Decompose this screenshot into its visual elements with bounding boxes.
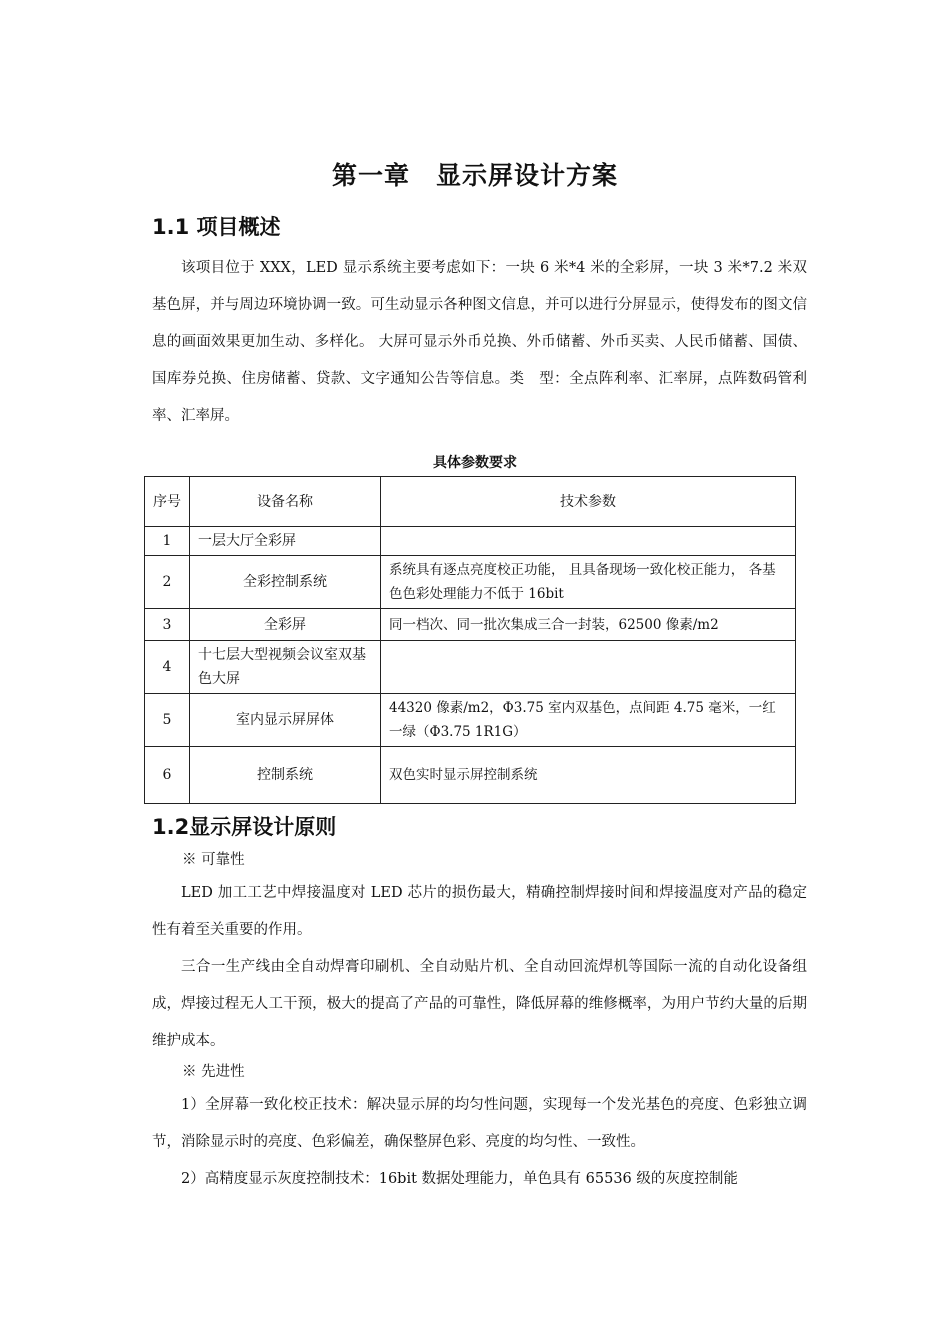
- table-row: [145, 609, 796, 641]
- reliability-paragraph-1: LED 加工工艺中焊接温度对 LED 芯片的损伤最大，精确控制焊接时间和焊接温度对产品的稳定性有着至关重要的作用。: [152, 885, 807, 938]
- table-row: [145, 556, 796, 609]
- section-heading-1-1: 1.1 项目概述: [152, 215, 281, 239]
- row-index: 1: [145, 527, 190, 556]
- bullet-advancement: ※ 先进性: [182, 1064, 245, 1080]
- bullet-reliability: ※ 可靠性: [182, 852, 245, 868]
- header-tech-spec: 技术参数: [381, 477, 796, 527]
- row-device-name: 控制系统: [190, 747, 381, 804]
- reliability-paragraph-2: 三合一生产线由全自动焊膏印刷机、全自动贴片机、全自动回流焊机等国际一流的自动化设备组成，焊接过程无人工干预，极大的提高了产品的可靠性，降低屏幕的维修概率，为用户节约大量的后期维护成本。: [152, 959, 807, 1049]
- table-row: [145, 641, 796, 694]
- row-index: 6: [145, 747, 190, 804]
- row-tech-spec: 44320 像素/m2，Φ3.75 室内双基色，点间距 4.75 毫米，一红一绿（Φ3.75 1R1G）: [381, 694, 796, 747]
- table-row: [145, 527, 796, 556]
- row-tech-spec: 系统具有逐点亮度校正功能， 且具备现场一致化校正能力， 各基色色彩处理能力不低于 16bit: [381, 556, 796, 609]
- row-device-name: 全彩控制系统: [190, 556, 381, 609]
- row-index: 4: [145, 641, 190, 694]
- header-device-name: 设备名称: [190, 477, 381, 527]
- row-tech-spec: [381, 527, 796, 556]
- row-device-name: 室内显示屏屏体: [190, 694, 381, 747]
- project-overview-paragraph: 该项目位于 XXX，LED 显示系统主要考虑如下：一块 6 米*4 米的全彩屏，一块 3 米*7.2 米双基色屏，并与周边环境协调一致。可生动显示各种图文信息，并可以进行分屏显示，使得发布的图文信息的画面效果更加生动、多样化。 大屏可显示外币兑换、外币储蓄、外币买卖、人民币储蓄、国债、国库券兑换、住房储蓄、贷款、文字通知公告等信息。类 型：全点阵利率、汇率屏，点阵数码管利率、汇率屏。: [152, 260, 807, 424]
- table-row: [145, 747, 796, 804]
- table-header-row: [145, 477, 796, 527]
- row-device-name: 十七层大型视频会议室双基色大屏: [190, 641, 381, 694]
- row-tech-spec: [381, 641, 796, 694]
- header-index: 序号: [145, 477, 190, 527]
- section-heading-1-2: 1.2显示屏设计原则: [152, 815, 337, 839]
- parameter-table: [144, 476, 796, 804]
- chapter-title: 第一章 显示屏设计方案: [331, 161, 618, 190]
- row-device-name: 全彩屏: [190, 609, 381, 641]
- advancement-paragraph-1: 1）全屏幕一致化校正技术：解决显示屏的均匀性问题，实现每一个发光基色的亮度、色彩独立调节，消除显示时的亮度、色彩偏差，确保整屏色彩、亮度的均匀性、一致性。: [152, 1097, 807, 1150]
- row-tech-spec: 双色实时显示屏控制系统: [381, 747, 796, 804]
- row-device-name: 一层大厅全彩屏: [190, 527, 381, 556]
- table-caption: 具体参数要求: [433, 455, 517, 471]
- row-tech-spec: 同一档次、同一批次集成三合一封装，62500 像素/m2: [381, 609, 796, 641]
- row-index: 2: [145, 556, 190, 609]
- table-row: [145, 694, 796, 747]
- advancement-paragraph-2: 2）高精度显示灰度控制技术：16bit 数据处理能力，单色具有 65536 级的灰度控制能: [181, 1171, 738, 1187]
- row-index: 5: [145, 694, 190, 747]
- row-index: 3: [145, 609, 190, 641]
